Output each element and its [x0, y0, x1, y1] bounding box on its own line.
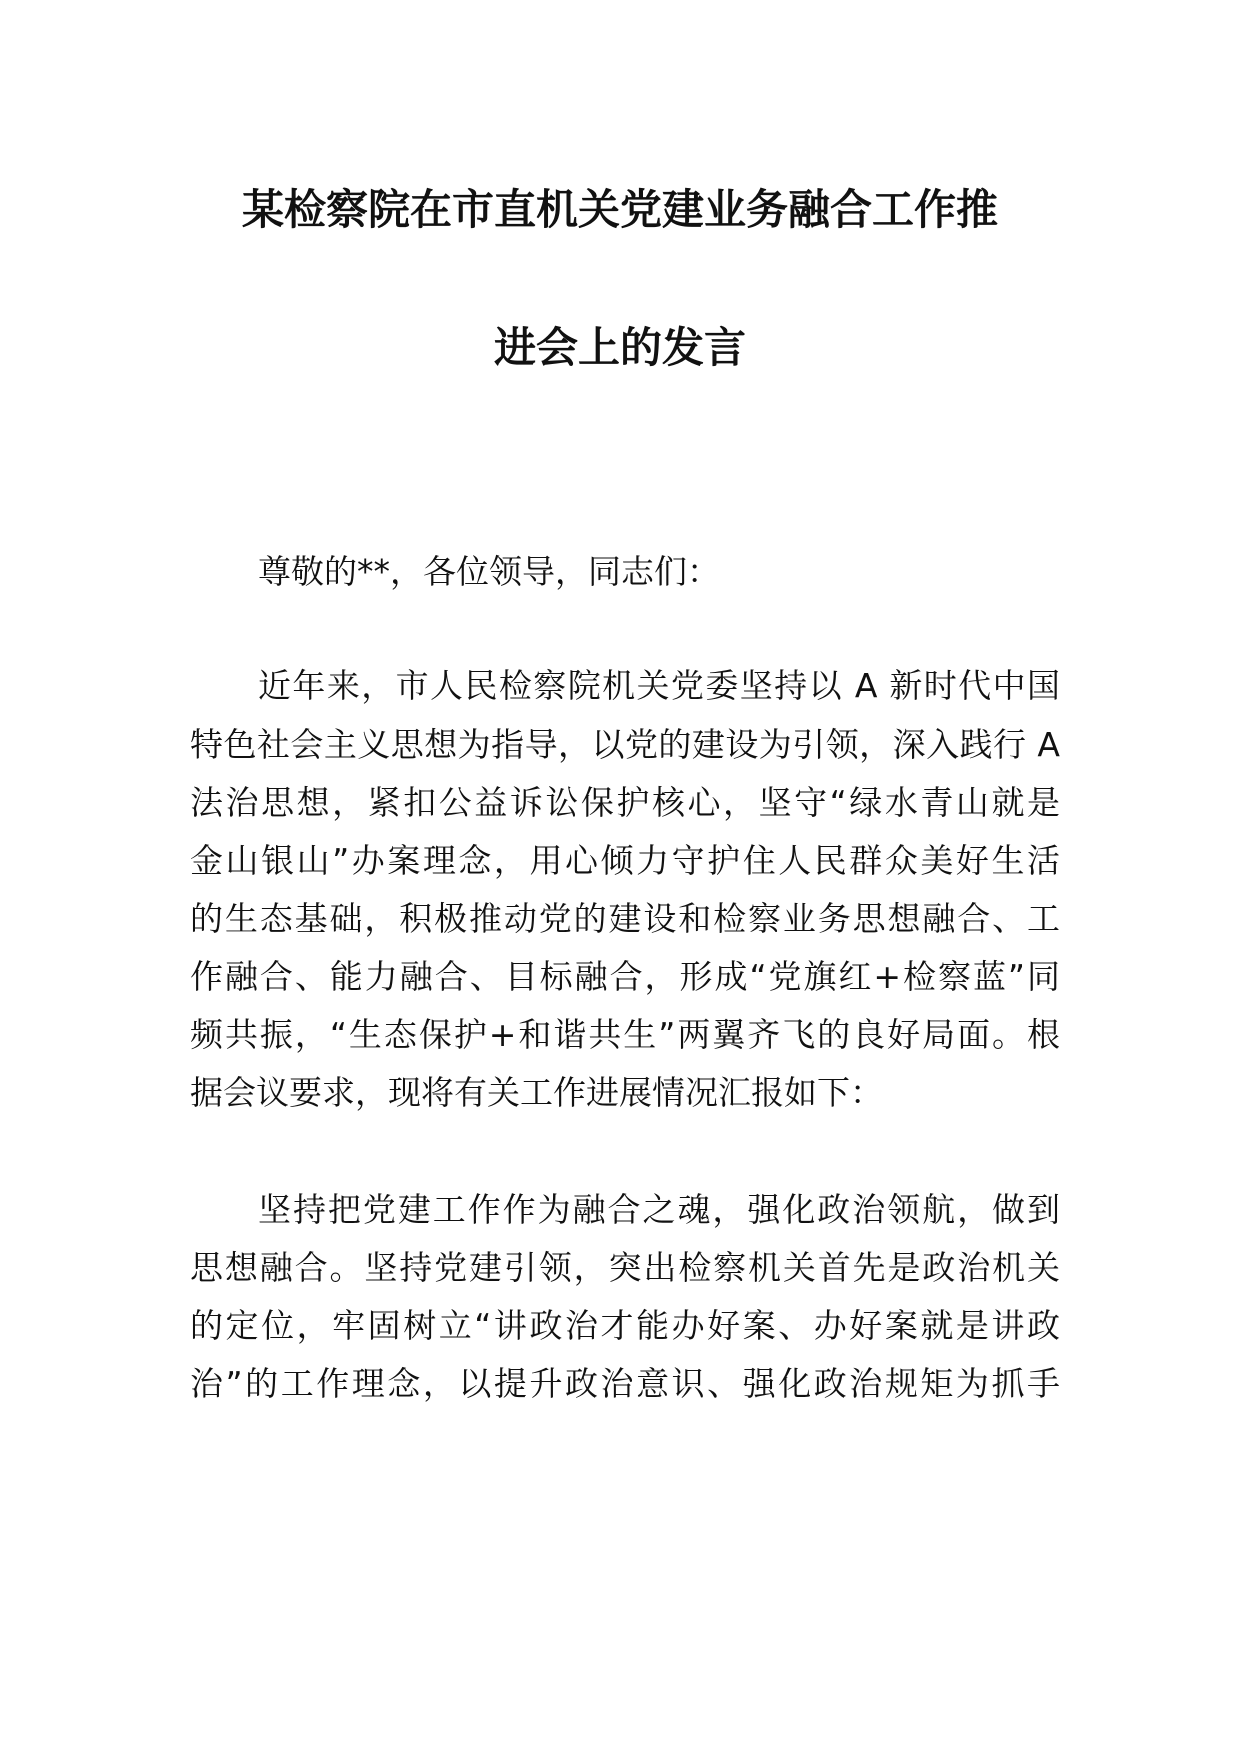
paragraph-1-line: 金山银山”办案理念，用心倾力守护住人民群众美好生活 [190, 841, 1060, 880]
document-title-line-2: 进会上的发言 [493, 323, 746, 372]
paragraph-2-line: 的定位，牢固树立“讲政治才能办好案、办好案就是讲政 [190, 1306, 1060, 1345]
paragraph-1-line: 的生态基础，积极推动党的建设和检察业务思想融合、工 [190, 899, 1060, 938]
document-title-line-1: 某检察院在市直机关党建业务融合工作推 [241, 185, 998, 234]
paragraph-1-line: 作融合、能力融合、目标融合，形成“党旗红+检察蓝”同 [190, 957, 1060, 996]
paragraph-1-line: 特色社会主义思想为指导，以党的建设为引领，深入践行 A [190, 725, 1060, 764]
paragraph-2-line: 思想融合。坚持党建引领，突出检察机关首先是政治机关 [190, 1248, 1060, 1287]
paragraph-2-line: 坚持把党建工作作为融合之魂，强化政治领航，做到 [258, 1190, 1060, 1229]
paragraph-2-line: 治”的工作理念，以提升政治意识、强化政治规矩为抓手 [190, 1364, 1060, 1403]
salutation: 尊敬的**，各位领导，同志们： [258, 552, 720, 591]
paragraph-1-line: 频共振，“生态保护+和谐共生”两翼齐飞的良好局面。根 [190, 1015, 1060, 1054]
paragraph-1-line: 法治思想，紧扣公益诉讼保护核心，坚守“绿水青山就是 [190, 783, 1060, 822]
paragraph-1-line: 据会议要求，现将有关工作进展情况汇报如下： [190, 1073, 883, 1112]
paragraph-1-line: 近年来，市人民检察院机关党委坚持以 A 新时代中国 [258, 666, 1060, 705]
